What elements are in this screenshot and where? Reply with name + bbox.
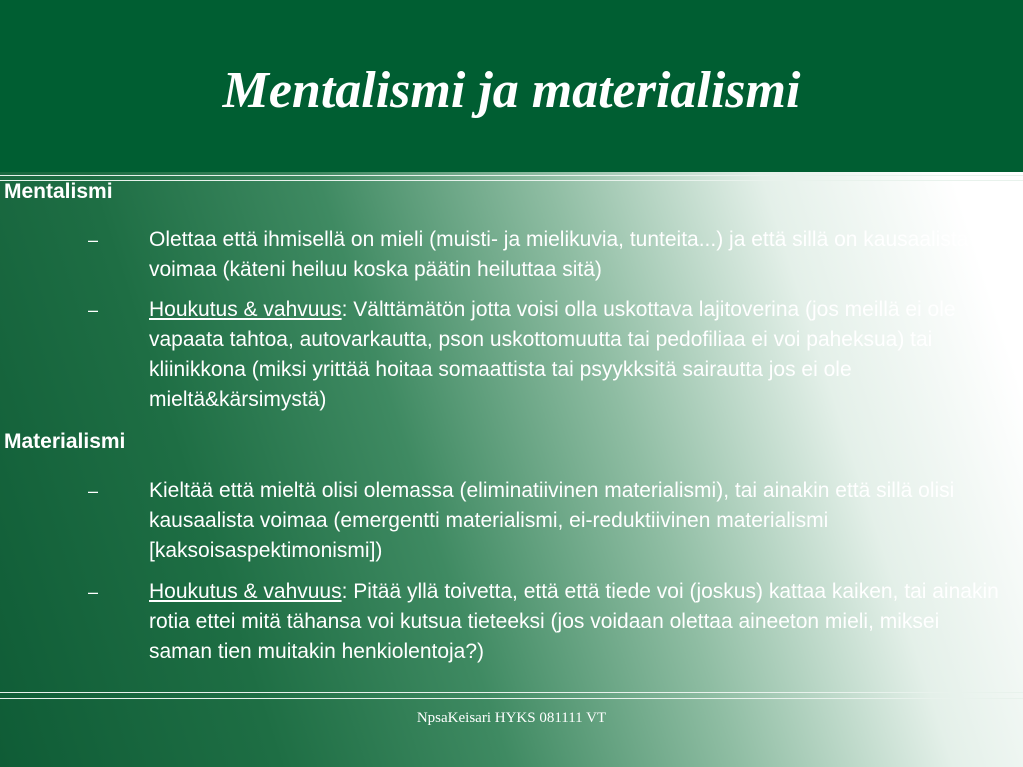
section-heading-mentalismi: Mentalismi — [4, 180, 113, 203]
bullet-text — [149, 225, 1008, 285]
bullet-text — [149, 295, 1008, 415]
dash-marker: – — [88, 582, 99, 602]
dash-marker: – — [88, 481, 99, 501]
divider-bottom-2 — [0, 698, 1023, 699]
bullet-lead-underlined: Houkutus & vahvuus — [149, 580, 342, 603]
slide-title: Mentalismi ja materialismi — [222, 62, 801, 119]
divider-bottom-1 — [0, 692, 1023, 693]
bullet-item — [88, 577, 1008, 667]
section-heading-materialismi: Materialismi — [4, 430, 126, 453]
bullet-text-body: : Pitää yllä toivetta, että että tiede voi (joskus) kattaa kaiken, tai ainakin rotia ettei mitä tähansa voi kutsua tieteeksi (jos voidaan olettaa aineeton mieli, miksei saman tien muitakin henkiolentoja?) — [149, 580, 999, 663]
bullet-item — [88, 225, 1008, 285]
slide-footer: NpsaKeisari HYKS 081111 VT — [416, 710, 607, 726]
bullet-text — [149, 476, 1008, 566]
bullet-text-body: : Välttämätön jotta voisi olla uskottava lajitoverina (jos meillä ei ole vapaata tahtoa, autovarkautta, pson uskottomuutta tai pedofiliaa ei voi paheksua) tai kliinikkona (miksi yrittää hoitaa somaattista tai psyykksitä sairautta jos ei ole mieltä&kärsimystä) — [149, 298, 956, 411]
dash-marker: – — [88, 300, 99, 320]
title-banner — [0, 0, 1023, 172]
bullet-lead-underlined: Houkutus & vahvuus — [149, 298, 342, 321]
bullet-item — [88, 476, 1008, 566]
divider-top-1 — [0, 175, 1023, 176]
bullet-text-body: Olettaa että ihmisellä on mieli (muisti- ja mielikuvia, tunteita...) ja että sillä on kausaalista voimaa (käteni heiluu koska päätin heiluttaa sitä) — [149, 228, 969, 281]
bullet-item — [88, 295, 1008, 415]
dash-marker: – — [88, 230, 99, 250]
bullet-text — [149, 577, 1008, 667]
bullet-text-body: Kieltää että mieltä olisi olemassa (eliminatiivinen materialismi), tai ainakin että sillä olisi kausaalista voimaa (emergentti materialismi, ei-reduktiivinen materialismi [kaksoisaspektimonismi]) — [149, 479, 955, 562]
divider-top-2 — [0, 180, 1023, 181]
